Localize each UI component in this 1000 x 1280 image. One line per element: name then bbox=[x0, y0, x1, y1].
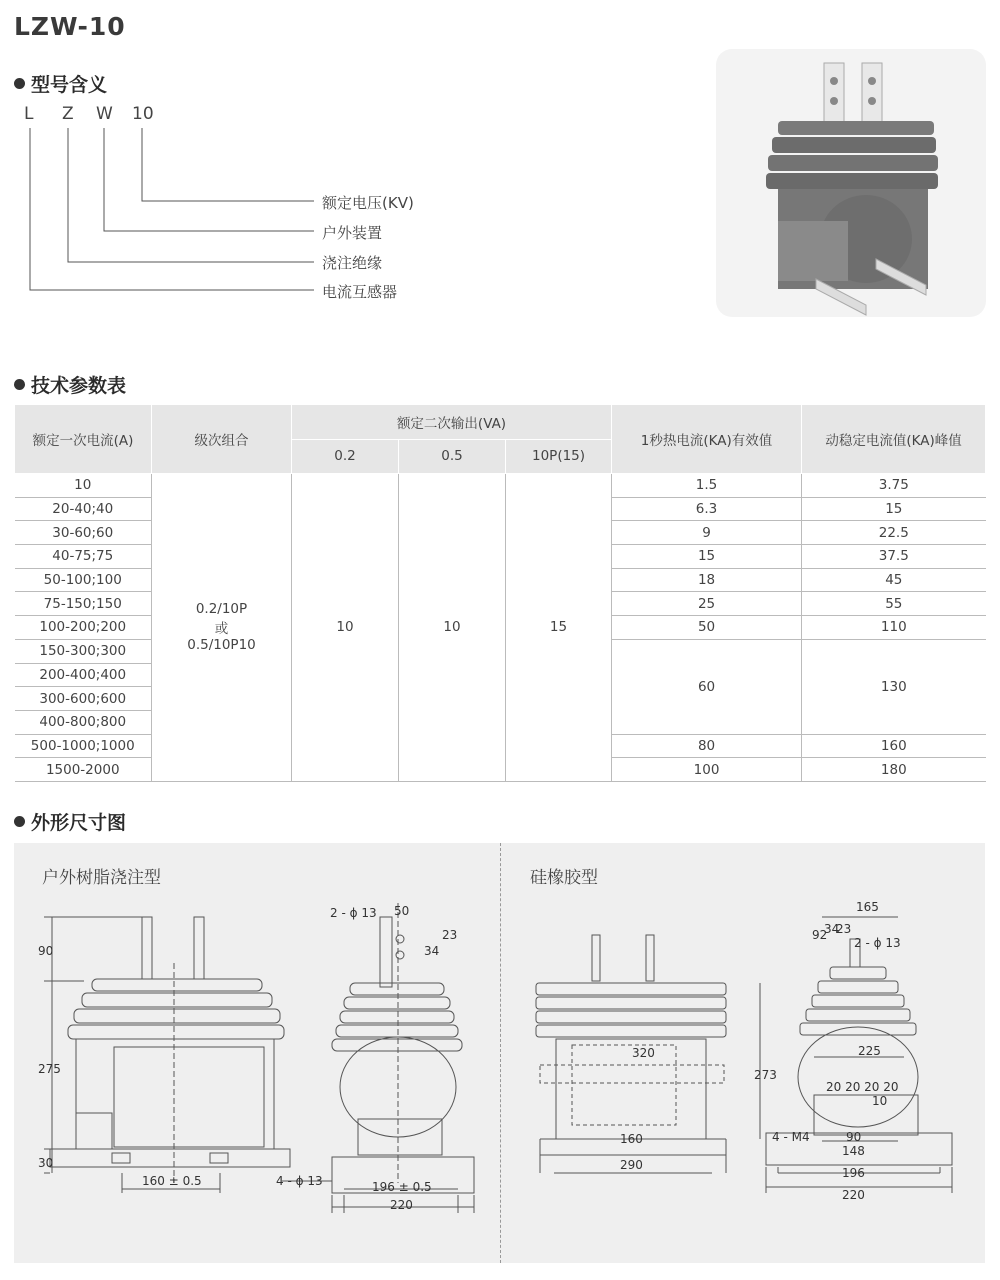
dimension-drawing-panel bbox=[14, 843, 985, 1263]
dim-h23: 23 bbox=[442, 928, 458, 942]
dim-w160: 160 ± 0.5 bbox=[142, 1174, 202, 1188]
dim-w196: 196 ± 0.5 bbox=[372, 1180, 432, 1194]
class-combo-line: 0.2/10P bbox=[195, 601, 248, 618]
dim-r273: 273 bbox=[754, 1068, 777, 1082]
primary-current-cell: 100-200;200 bbox=[15, 616, 152, 640]
spec-table bbox=[14, 404, 986, 782]
meaning-outdoor: 户外装置 bbox=[322, 224, 383, 242]
dim-w220: 220 bbox=[390, 1198, 413, 1212]
thermal-cell: 18 bbox=[612, 568, 802, 592]
class-combo-cell bbox=[152, 474, 292, 782]
primary-current-cell: 20-40;40 bbox=[15, 497, 152, 521]
dynamic-cell: 55 bbox=[802, 592, 986, 616]
dim-r2hole: 2 - ϕ 13 bbox=[854, 936, 901, 950]
thermal-cell: 6.3 bbox=[612, 497, 802, 521]
dim-r90: 90 bbox=[846, 1130, 862, 1144]
primary-current-cell: 1500-2000 bbox=[15, 758, 152, 782]
spec-table-heading bbox=[14, 371, 126, 398]
dim-r225: 225 bbox=[858, 1044, 881, 1058]
dynamic-cell: 37.5 bbox=[802, 545, 986, 569]
dim-w50: 50 bbox=[394, 904, 410, 918]
dim-hole4: 4 - ϕ 13 bbox=[276, 1174, 323, 1188]
dynamic-cell: 160 bbox=[802, 734, 986, 758]
class-combo-line: 0.5/10P10 bbox=[187, 637, 256, 654]
thermal-cell: 25 bbox=[612, 592, 802, 616]
code-letter-w: W bbox=[96, 104, 113, 124]
header-class-combo: 级次组合 bbox=[152, 405, 292, 474]
header-dynamic-current: 动稳定电流值(KA)峰值 bbox=[802, 405, 986, 474]
header-primary-current: 额定一次电流(A) bbox=[15, 405, 152, 474]
dim-r220: 220 bbox=[842, 1188, 865, 1202]
dim-r196: 196 bbox=[842, 1166, 865, 1180]
code-letter-10: 10 bbox=[132, 104, 154, 124]
dim-h30: 30 bbox=[38, 1156, 54, 1170]
table-row bbox=[15, 474, 986, 498]
dim-r148: 148 bbox=[842, 1144, 865, 1158]
primary-current-cell: 300-600;600 bbox=[15, 687, 152, 711]
silicone-rubber-caption: 硅橡胶型 bbox=[530, 868, 598, 888]
model-meaning-heading bbox=[14, 70, 107, 97]
thermal-cell: 15 bbox=[612, 545, 802, 569]
model-meaning-heading-text: 型号含义 bbox=[31, 74, 108, 96]
dynamic-cell: 15 bbox=[802, 497, 986, 521]
dynamic-cell: 45 bbox=[802, 568, 986, 592]
dynamic-cell: 3.75 bbox=[802, 474, 986, 498]
dim-r160: 160 bbox=[620, 1132, 643, 1146]
outdoor-resin-drawing bbox=[14, 843, 500, 1263]
dim-r320: 320 bbox=[632, 1046, 655, 1060]
dimensions-heading-text: 外形尺寸图 bbox=[31, 812, 127, 834]
dynamic-cell: 130 bbox=[802, 639, 986, 734]
primary-current-cell: 10 bbox=[15, 474, 152, 498]
model-code-legend bbox=[14, 100, 454, 310]
silicone-rubber-drawing bbox=[500, 843, 985, 1263]
bullet-icon bbox=[14, 816, 25, 827]
primary-current-cell: 75-150;150 bbox=[15, 592, 152, 616]
dim-h90: 90 bbox=[38, 944, 54, 958]
primary-current-cell: 30-60;60 bbox=[15, 521, 152, 545]
dim-r10: 10 bbox=[872, 1094, 888, 1108]
bullet-icon bbox=[14, 379, 25, 390]
model-title: LZW-10 bbox=[14, 12, 126, 41]
code-letter-l: L bbox=[24, 104, 34, 124]
thermal-cell: 1.5 bbox=[612, 474, 802, 498]
primary-current-cell: 200-400;400 bbox=[15, 663, 152, 687]
thermal-cell: 60 bbox=[612, 639, 802, 734]
primary-current-cell: 150-300;300 bbox=[15, 639, 152, 663]
output-05-cell: 10 bbox=[399, 474, 506, 782]
thermal-cell: 9 bbox=[612, 521, 802, 545]
dim-r34: 34 bbox=[824, 922, 840, 936]
meaning-current-transformer: 电流互感器 bbox=[322, 283, 398, 301]
dynamic-cell: 110 bbox=[802, 616, 986, 640]
dimensions-heading bbox=[14, 808, 126, 835]
dynamic-cell: 180 bbox=[802, 758, 986, 782]
dim-r4m4: 4 - M4 bbox=[772, 1130, 810, 1144]
code-letter-z: Z bbox=[62, 104, 74, 124]
outdoor-resin-caption: 户外树脂浇注型 bbox=[42, 868, 161, 888]
transformer-illustration bbox=[716, 49, 986, 317]
dim-h275: 275 bbox=[38, 1062, 61, 1076]
primary-current-cell: 400-800;800 bbox=[15, 710, 152, 734]
header-output-02: 0.2 bbox=[292, 439, 399, 474]
dim-hole2: 2 - ϕ 13 bbox=[330, 906, 377, 920]
header-secondary-output: 额定二次输出(VA) bbox=[292, 405, 612, 440]
thermal-cell: 50 bbox=[612, 616, 802, 640]
spec-table-heading-text: 技术参数表 bbox=[31, 375, 127, 397]
product-photo bbox=[716, 49, 986, 317]
meaning-cast-insulation: 浇注绝缘 bbox=[322, 254, 383, 272]
primary-current-cell: 40-75;75 bbox=[15, 545, 152, 569]
dynamic-cell: 22.5 bbox=[802, 521, 986, 545]
thermal-cell: 100 bbox=[612, 758, 802, 782]
dim-r165: 165 bbox=[856, 900, 879, 914]
header-thermal-current: 1秒热电流(KA)有效值 bbox=[612, 405, 802, 474]
output-02-cell: 10 bbox=[292, 474, 399, 782]
dim-r92: 92 bbox=[812, 928, 828, 942]
class-combo-line: 或 bbox=[214, 621, 229, 638]
meaning-rated-voltage: 额定电压(KV) bbox=[322, 194, 414, 212]
dim-h34: 34 bbox=[424, 944, 440, 958]
dim-r23: 23 bbox=[836, 922, 852, 936]
dim-r290: 290 bbox=[620, 1158, 643, 1172]
header-output-10p: 10P(15) bbox=[506, 439, 612, 474]
output-10p-cell: 15 bbox=[506, 474, 612, 782]
header-output-05: 0.5 bbox=[399, 439, 506, 474]
thermal-cell: 80 bbox=[612, 734, 802, 758]
primary-current-cell: 50-100;100 bbox=[15, 568, 152, 592]
dim-r20s: 20 20 20 20 bbox=[826, 1080, 899, 1094]
primary-current-cell: 500-1000;1000 bbox=[15, 734, 152, 758]
bullet-icon bbox=[14, 78, 25, 89]
